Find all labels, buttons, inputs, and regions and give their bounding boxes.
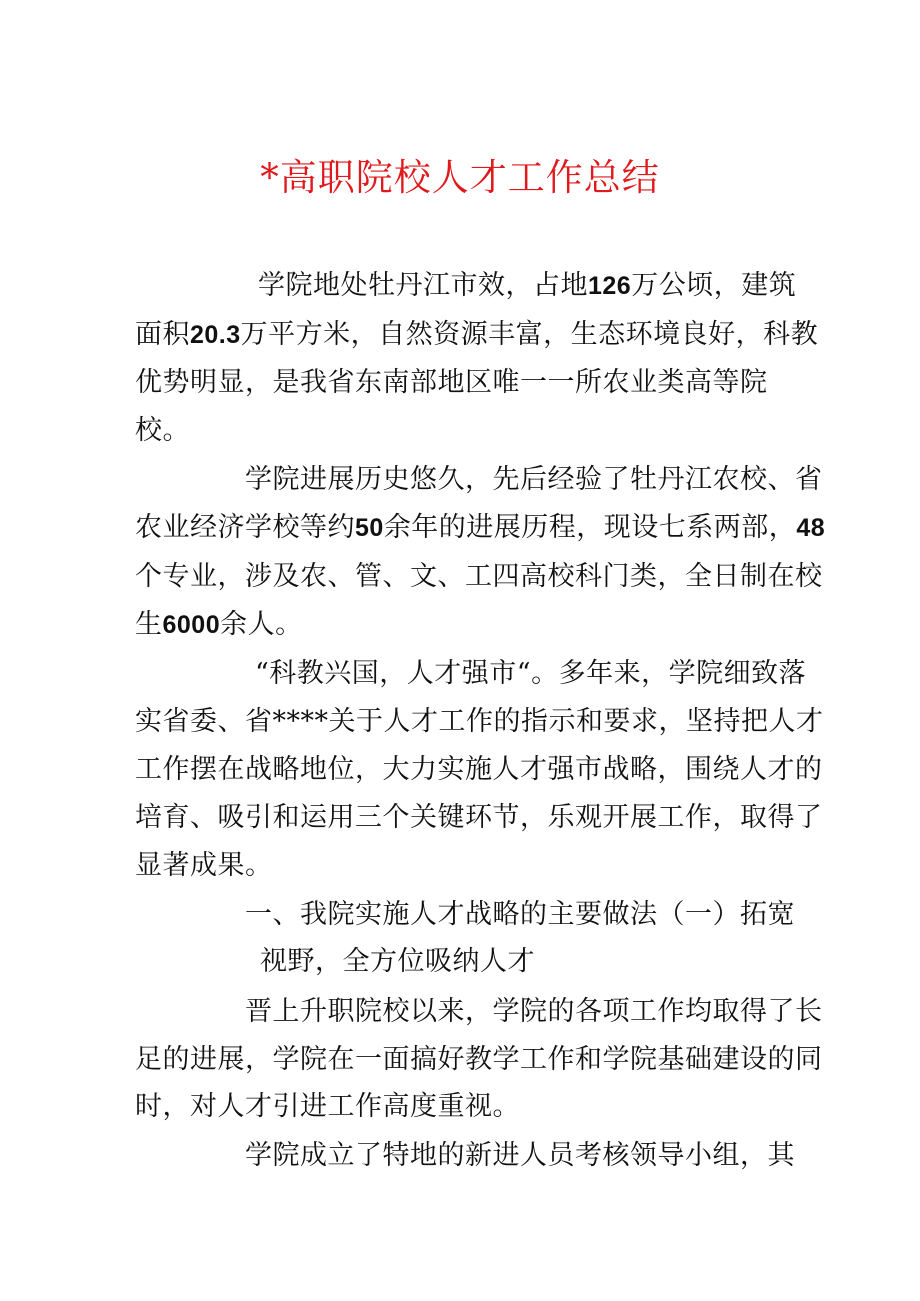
paragraph-line: 优势明显，是我省东南部地区唯一一所农业类高等院 bbox=[135, 367, 768, 398]
paragraph-line: 实省委、省****关于人才工作的指示和要求，坚持把人才 bbox=[135, 706, 824, 737]
paragraph-line: 工作摆在战略地位，大力实施人才强市战略，围绕人才的 bbox=[135, 754, 823, 785]
paragraph-line: 显著成果。 bbox=[135, 850, 273, 881]
number-text: 20.3 bbox=[190, 321, 241, 349]
number-text: 126 bbox=[588, 272, 632, 300]
paragraph-line: 学院进展历史悠久，先后经验了牡丹江农校、省 bbox=[245, 464, 823, 495]
paragraph-line: 生6000余人。 bbox=[135, 609, 303, 640]
paragraph-line: 校。 bbox=[135, 415, 190, 446]
paragraph-line: 足的进展，学院在一面搞好教学工作和学院基础建设的同 bbox=[135, 1044, 823, 1075]
document-title: *高职院校人才工作总结 bbox=[260, 156, 660, 199]
paragraph-line: “科教兴国，人才强市“。多年来，学院细致落 bbox=[255, 658, 807, 689]
section-heading: 视野，全方位吸纳人才 bbox=[260, 946, 535, 977]
paragraph-line: 个专业，涉及农、管、文、工四高校科门类，全日制在校 bbox=[135, 561, 823, 592]
paragraph-line: 学院地处牡丹江市效，占地126万公顷，建筑 bbox=[258, 270, 797, 301]
paragraph-line: 时，对人才引进工作高度重视。 bbox=[135, 1091, 520, 1122]
paragraph-line: 农业经济学校等约50余年的进展历程，现设七系两部，48 bbox=[135, 512, 826, 543]
paragraph-line: 学院成立了特地的新进人员考核领导小组，其 bbox=[245, 1140, 795, 1171]
paragraph-line: 培育、吸引和运用三个关键环节，乐观开展工作，取得了 bbox=[135, 802, 823, 833]
section-heading: 一、我院实施人才战略的主要做法（一）拓宽 bbox=[245, 899, 795, 930]
number-text: 6000 bbox=[162, 611, 221, 639]
number-text: 48 bbox=[796, 514, 826, 542]
paragraph-line: 面积20.3万平方米，自然资源丰富，生态环境良好，科教 bbox=[135, 319, 819, 350]
paragraph-line: 晋上升职院校以来，学院的各项工作均取得了长 bbox=[245, 996, 823, 1027]
number-text: 50 bbox=[355, 514, 384, 542]
